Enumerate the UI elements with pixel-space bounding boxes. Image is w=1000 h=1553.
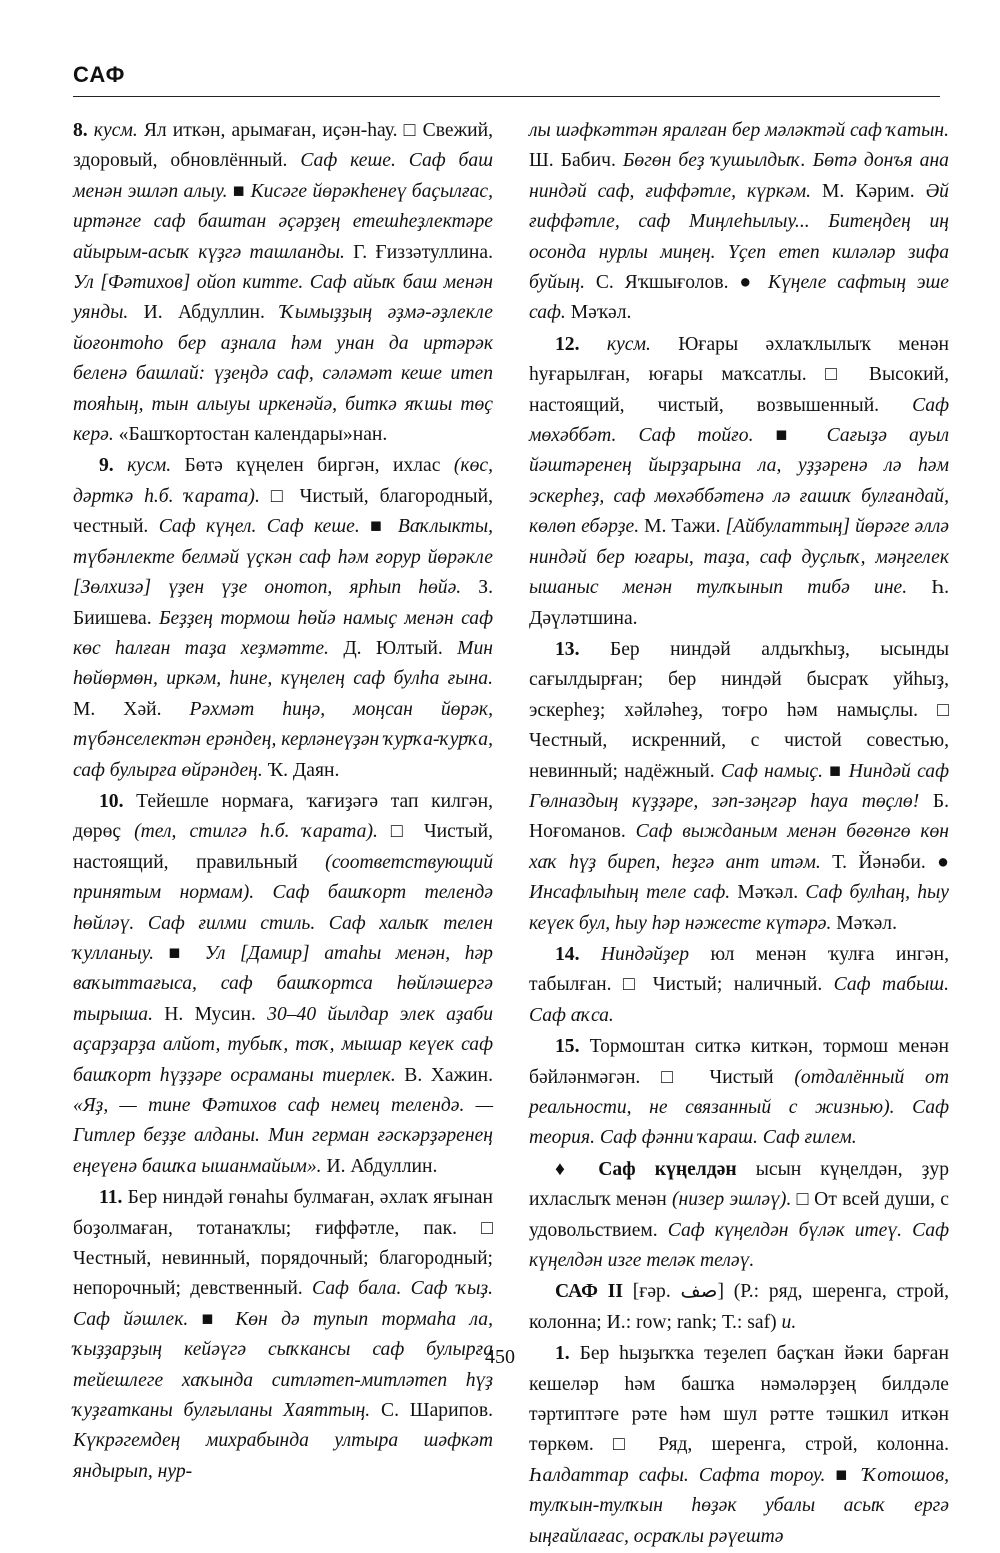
- entry-sense-12: 12. кусм. Юғары әхлаҡлылыҡ менән һуғарылған, юғары маҡсатлы. □ Высокий, настоящий, чистый, возвышенный. Саф мөхәббәт. Саф тойғо. ■ Сағыҙә ауыл йәштәренең йырҙарына ла, уҙҙәренә лә һәм эскерһеҙ, саф мөхәббәтенә лә ғашиҡ булғандай, көлөп ебәрҙе. М. Тажи. [Айбулаттың] йөрәге әллә ниндәй бер юғары, таҙа, саф дуҫлыҡ, мәңгелек ышаныс менән тулҡынып тибә ине. Һ. Дәүләтшина.: [529, 333, 950, 629]
- entry-sense-8: 8. кусм. Ял иткән, арымаған, иҫән-һау. □ Свежий, здоровый, обновлённый. Саф кеше. Саф баш менән эшләп алыу. ■ Кисәге йөрәкһенеү баҫылғас, иртәнге саф баштан әҫәрҙең етешһеҙлектәре айырым-асыҡ күҙгә ташланды. Г. Ғиззәтуллина. Ул [Фәтихов] ойоп китте. Саф айыҡ баш менән уянды. И. Абдуллин. Ҡымыҙҙың әҙмә-әҙлекле йоғонтоһо бер аҙнала һәм унан да иртәрәк беленә башлай: үҙеңдә саф, сәләмәт кеше итеп тояһың, тын алыуы иркенәйә, биткә яҡшы төҫ керә. «Башҡортостан календары»нан.: [73, 120, 493, 446]
- entry-sense-10: 10. Тейешле нормаға, ҡағиҙәгә тап килгән, дөрөҫ (тел, стилгә һ.б. ҡарата). □ Чистый, настоящий, правильный (соответствующий принятым нормам). Саф башҡорт телендә һөйләү. Саф ғилми стиль. Саф халыҡ телен ҡулланыу. ■ Ул [Дамир] атаһы менән, һәр ваҡыттағыса, саф башҡортса һөйләшергә тырыша. Н. Мусин. 30–40 йылдар элек аҙаби аҫарҙарҙа алйот, тубыҡ, тоҡ, мышар кеүек саф башҡорт һүҙҙәре осраманы тиерлек. В. Хажин. «Яҙ, — тине Фәтихов саф немец телендә. — Гитлер беҙҙе алданы. Мин герман ғәскәрҙәренең еңеүенә башҡа ышанмайым». И. Абдуллин.: [73, 790, 494, 1177]
- running-head: САФ: [73, 62, 126, 87]
- page-header: [73, 62, 940, 88]
- entry-sense-14: 14. Ниндәйҙер юл менән ҡулға ингән, табылған. □ Чистый; наличный. Саф табыш. Саф аҡса.: [529, 943, 949, 1026]
- entry-sense-11: 11. Бер ниндәй гөнаһы булмаған, әхлаҡ яғынан боҙолмаған, тотанаҡлы; ғиффәтле, пак. □ Честный, невинный, порядочный; благородный; непорочный; девственный. Саф бала. Саф ҡыҙ. Саф йәшлек. ■ Көн дә тупып тормаһа ла, ҡыҙҙарҙың кейәүгә сыҡкансы саф булырға тейешлеге хаҡында ситләтеп-митләтеп һүҙ ҡуҙғатканы булғыланы Хаяттың. С. Шарипов. Күкрәгемдең михрабында ултыра шәфкәт яндырып, нур-: [73, 1187, 493, 1482]
- entry-sense-15: 15. Тормоштан ситкә киткән, тормош менән бәйләнмәгән. □ Чистый (отдалённый от реальности, не связанный с жизнью). Саф теория. Саф фәнни ҡараш. Саф ғилем.: [529, 1036, 949, 1149]
- entry-sense-9: 9. кусм. Бөтә күңелен биргән, ихлас (көс, дәрткә һ.б. ҡарата). □ Чистый, благородный, честный. Саф күңел. Саф кеше. ■ Ваҡлыкты, түбәнлекте белмәй үҫкән саф һәм ғорур йөрәкле [Зөлхизә] үҙен үҙе онотоп, ярһып һөйә. З. Биишева. Беҙҙең тормош һөйә намыҫ менән саф көс һалған таҙа хеҙмәтте. Д. Юлтый. Мин һөйөрмөн, иркәм, һине, күңелең саф булһа ғына. М. Хәй. Рәхмәт һиңә, моңсан йөрәк, түбәнселектән ерәндең, керләнеүҙән ҡурҡа-ҡурҡа, саф булырға өйрәндең. Ҡ. Даян.: [73, 455, 494, 781]
- page-number: 450: [485, 1346, 515, 1368]
- left-column: [73, 116, 493, 1488]
- entry-saf-ii-sense-1: 1. Бер һыҙыҡҡа теҙелеп баҫҡан йәки барған кешеләр һәм башҡа нәмәләрҙең билдәле тәртиптәге рәте һәм шул рәтте тәшкил иткән төркөм. □ Ряд, шеренга, строй, колонна. Һалдаттар сафы. Сафта тороу. ■ Ҡотошов, тулҡын-тулҡын һөҙәк убалы асыҡ ергә ыңғайлағас, осраҡлы рәүештә: [529, 1343, 949, 1547]
- idiom-saf-kunelden: ♦ Саф күңелдән ысын күңелдән, ҙур ихласлыҡ менән (низер эшләү). □ От всей души, с удовольствием. Саф күңелдән бүләк итеү. Саф күңелдән изге теләк теләү.: [529, 1158, 950, 1272]
- entry-sense-13: 13. Бер ниндәй алдыҡһыҙ, ысынды сағылдырған; бер ниндәй бысраҡ уйһыҙ, эскерһеҙ; хәйләһеҙ, тоғро һәм намыҫлы. □ Честный, искренний, с чистой совестью, невинный; надёжный. Саф намыҫ. ■ Ниндәй саф Гөлназдың күҙҙәре, зәп-зәңгәр һауа төҫлө! Б. Ноғоманов. Саф выжданым менән бөгөнгө көн хаҡ һүҙ биреп, һеҙгә ант итәм. Т. Йәнәби. ● Инсафлыһың теле саф. Мәҡәл. Саф булһаң, һыу кеүек бул, һыу һәр нәжесте күтәрә. Мәҡәл.: [529, 638, 950, 934]
- headword-saf-ii: САФ II [ғәр. صف] (Р.: ряд, шеренга, строй, колонна; И.: row; rank; Т.: saf) и.: [529, 1281, 949, 1333]
- entry-sense-11-continued: лы шәфкәттән яралған бер мәләктәй саф ҡатын. Ш. Бабич. Бөгөн беҙ ҡушылдыҡ. Бөтә донъя ана ниндәй саф, ғиффәтле, күркәм. М. Кәрим. Әй ғиффәтле, саф Миңлеһылыу... Битеңдең иң осонда нурлы миңең. Үҫеп етеп киләләр зифа буйың. С. Яҡшығолов. ● Күңеле сафтың эше саф. Мәҡәл.: [529, 120, 950, 324]
- header-rule: [73, 96, 940, 97]
- right-column: [529, 116, 949, 1553]
